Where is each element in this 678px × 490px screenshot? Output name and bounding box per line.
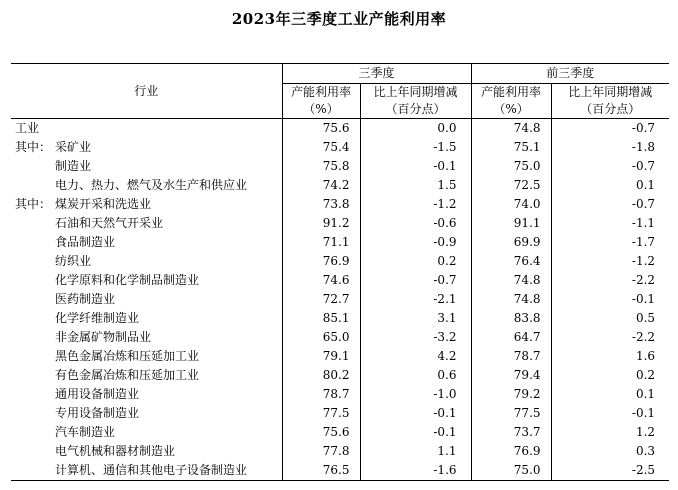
- table-row: [11, 195, 669, 214]
- f-rate-cell: 69.9: [471, 233, 551, 252]
- header-q3-yoy-unit: （百分点）: [360, 101, 471, 119]
- row-label: 制造业: [55, 159, 92, 173]
- q3-rate-cell: 65.0: [282, 328, 360, 347]
- row-industry-name: [11, 157, 282, 176]
- q3-rate-cell: 75.4: [282, 138, 360, 157]
- row-industry-name: [11, 347, 282, 366]
- q3-yoy-cell: -0.1: [360, 157, 471, 176]
- header-q3-rate: 产能利用率: [282, 84, 360, 102]
- row-prefix: 其中：: [15, 197, 52, 211]
- row-label: 采矿业: [55, 140, 92, 154]
- header-industry: 行业: [11, 64, 282, 119]
- row-label: 通用设备制造业: [55, 387, 140, 401]
- table-row: [11, 309, 669, 328]
- f-yoy-cell: -2.2: [551, 271, 669, 290]
- q3-yoy-cell: -1.6: [360, 461, 471, 481]
- q3-rate-cell: 74.6: [282, 271, 360, 290]
- row-label: 石油和天然气开采业: [55, 216, 164, 230]
- row-industry-name: [11, 442, 282, 461]
- f-yoy-cell: 0.5: [551, 309, 669, 328]
- q3-rate-cell: 75.6: [282, 119, 360, 139]
- row-label: 电气机械和器材制造业: [55, 444, 176, 458]
- q3-rate-cell: 74.2: [282, 176, 360, 195]
- q3-yoy-cell: -3.2: [360, 328, 471, 347]
- f-rate-cell: 75.0: [471, 157, 551, 176]
- table-row: [11, 271, 669, 290]
- f-yoy-cell: -0.7: [551, 157, 669, 176]
- row-label: 汽车制造业: [55, 425, 116, 439]
- table-row: [11, 176, 669, 195]
- row-industry-name: [11, 366, 282, 385]
- table-row: [11, 214, 669, 233]
- q3-yoy-cell: 0.6: [360, 366, 471, 385]
- header-q3: 三季度: [282, 64, 471, 84]
- q3-rate-cell: 75.6: [282, 423, 360, 442]
- f-rate-cell: 73.7: [471, 423, 551, 442]
- row-label: 纺织业: [55, 254, 92, 268]
- q3-rate-cell: 76.9: [282, 252, 360, 271]
- q3-rate-cell: 73.8: [282, 195, 360, 214]
- f-yoy-cell: -2.5: [551, 461, 669, 481]
- q3-yoy-cell: -0.1: [360, 423, 471, 442]
- f-rate-cell: 75.0: [471, 461, 551, 481]
- f-yoy-cell: 0.2: [551, 366, 669, 385]
- table-row: [11, 366, 669, 385]
- q3-yoy-cell: 1.5: [360, 176, 471, 195]
- row-label: 化学纤维制造业: [55, 311, 140, 325]
- f-rate-cell: 83.8: [471, 309, 551, 328]
- header-q3-rate-unit: （%）: [282, 101, 360, 119]
- q3-yoy-cell: -1.2: [360, 195, 471, 214]
- row-industry-name: [11, 423, 282, 442]
- table-row: [11, 385, 669, 404]
- q3-yoy-cell: -2.1: [360, 290, 471, 309]
- f-yoy-cell: -1.2: [551, 252, 669, 271]
- f-rate-cell: 78.7: [471, 347, 551, 366]
- q3-yoy-cell: 0.0: [360, 119, 471, 139]
- f-rate-cell: 74.8: [471, 119, 551, 139]
- f-yoy-cell: -0.7: [551, 119, 669, 139]
- q3-rate-cell: 79.1: [282, 347, 360, 366]
- row-label: 煤炭开采和洗选业: [55, 197, 152, 211]
- row-industry-name: [11, 290, 282, 309]
- q3-yoy-cell: -1.0: [360, 385, 471, 404]
- f-rate-cell: 76.4: [471, 252, 551, 271]
- f-rate-cell: 79.4: [471, 366, 551, 385]
- row-industry-name: [11, 176, 282, 195]
- f-rate-cell: 74.8: [471, 271, 551, 290]
- row-industry-name: [11, 138, 282, 157]
- f-rate-cell: 74.0: [471, 195, 551, 214]
- row-label: 有色金属冶炼和压延加工业: [55, 368, 200, 382]
- row-industry-name: [11, 252, 282, 271]
- f-rate-cell: 76.9: [471, 442, 551, 461]
- row-industry-name: [11, 385, 282, 404]
- f-yoy-cell: 0.3: [551, 442, 669, 461]
- row-industry-name: [11, 233, 282, 252]
- q3-yoy-cell: 4.2: [360, 347, 471, 366]
- row-label: 食品制造业: [55, 235, 116, 249]
- table-body: [11, 119, 669, 481]
- row-industry-name: [11, 309, 282, 328]
- f-yoy-cell: 0.1: [551, 176, 669, 195]
- table-row: [11, 157, 669, 176]
- q3-rate-cell: 71.1: [282, 233, 360, 252]
- f-yoy-cell: -2.2: [551, 328, 669, 347]
- capacity-utilization-table: [11, 63, 669, 481]
- header-f-yoy-unit: （百分点）: [551, 101, 669, 119]
- header-f-rate: 产能利用率: [471, 84, 551, 102]
- table-row: [11, 290, 669, 309]
- row-industry-name: [11, 214, 282, 233]
- f-yoy-cell: -1.1: [551, 214, 669, 233]
- q3-yoy-cell: -1.5: [360, 138, 471, 157]
- table-row: [11, 461, 669, 481]
- table-row: [11, 328, 669, 347]
- f-rate-cell: 91.1: [471, 214, 551, 233]
- f-yoy-cell: 0.1: [551, 385, 669, 404]
- row-label: 医药制造业: [55, 292, 116, 306]
- q3-rate-cell: 72.7: [282, 290, 360, 309]
- header-q3-yoy: 比上年同期增减: [360, 84, 471, 102]
- q3-rate-cell: 77.5: [282, 404, 360, 423]
- row-label: 非金属矿物制品业: [55, 330, 152, 344]
- table-row: [11, 252, 669, 271]
- q3-rate-cell: 75.8: [282, 157, 360, 176]
- header-first3: 前三季度: [471, 64, 669, 84]
- f-yoy-cell: -0.7: [551, 195, 669, 214]
- f-yoy-cell: -0.1: [551, 290, 669, 309]
- row-label: 计算机、通信和其他电子设备制造业: [55, 463, 248, 477]
- row-label: 专用设备制造业: [55, 406, 140, 420]
- row-label: 电力、热力、燃气及水生产和供应业: [55, 178, 248, 192]
- f-rate-cell: 74.8: [471, 290, 551, 309]
- row-industry-name: [11, 461, 282, 481]
- q3-rate-cell: 76.5: [282, 461, 360, 481]
- f-yoy-cell: 1.6: [551, 347, 669, 366]
- table-row: [11, 423, 669, 442]
- q3-yoy-cell: -0.9: [360, 233, 471, 252]
- row-label: 工业: [15, 121, 40, 135]
- q3-yoy-cell: 1.1: [360, 442, 471, 461]
- f-yoy-cell: -1.7: [551, 233, 669, 252]
- f-rate-cell: 64.7: [471, 328, 551, 347]
- q3-yoy-cell: -0.6: [360, 214, 471, 233]
- f-yoy-cell: 1.2: [551, 423, 669, 442]
- table-row: [11, 138, 669, 157]
- f-rate-cell: 72.5: [471, 176, 551, 195]
- table-row: [11, 233, 669, 252]
- row-prefix: 其中：: [15, 140, 52, 154]
- q3-rate-cell: 77.8: [282, 442, 360, 461]
- page-title: 2023年三季度工业产能利用率: [231, 10, 447, 28]
- header-f-rate-unit: （%）: [471, 101, 551, 119]
- table-row: [11, 347, 669, 366]
- row-industry-name: [11, 328, 282, 347]
- row-label: 化学原料和化学制品制造业: [55, 273, 200, 287]
- q3-rate-cell: 80.2: [282, 366, 360, 385]
- f-rate-cell: 75.1: [471, 138, 551, 157]
- f-yoy-cell: -0.1: [551, 404, 669, 423]
- f-rate-cell: 79.2: [471, 385, 551, 404]
- table-row: [11, 404, 669, 423]
- f-yoy-cell: -1.8: [551, 138, 669, 157]
- f-rate-cell: 77.5: [471, 404, 551, 423]
- header-f-yoy: 比上年同期增减: [551, 84, 669, 102]
- q3-rate-cell: 78.7: [282, 385, 360, 404]
- row-industry-name: [11, 195, 282, 214]
- row-industry-name: [11, 271, 282, 290]
- row-label: 黑色金属冶炼和压延加工业: [55, 349, 200, 363]
- q3-yoy-cell: -0.7: [360, 271, 471, 290]
- q3-yoy-cell: -0.1: [360, 404, 471, 423]
- q3-yoy-cell: 3.1: [360, 309, 471, 328]
- q3-rate-cell: 91.2: [282, 214, 360, 233]
- table-row: [11, 442, 669, 461]
- q3-rate-cell: 85.1: [282, 309, 360, 328]
- table-row: [11, 119, 669, 139]
- q3-yoy-cell: 0.2: [360, 252, 471, 271]
- row-industry-name: [11, 404, 282, 423]
- row-industry-name: [11, 119, 282, 139]
